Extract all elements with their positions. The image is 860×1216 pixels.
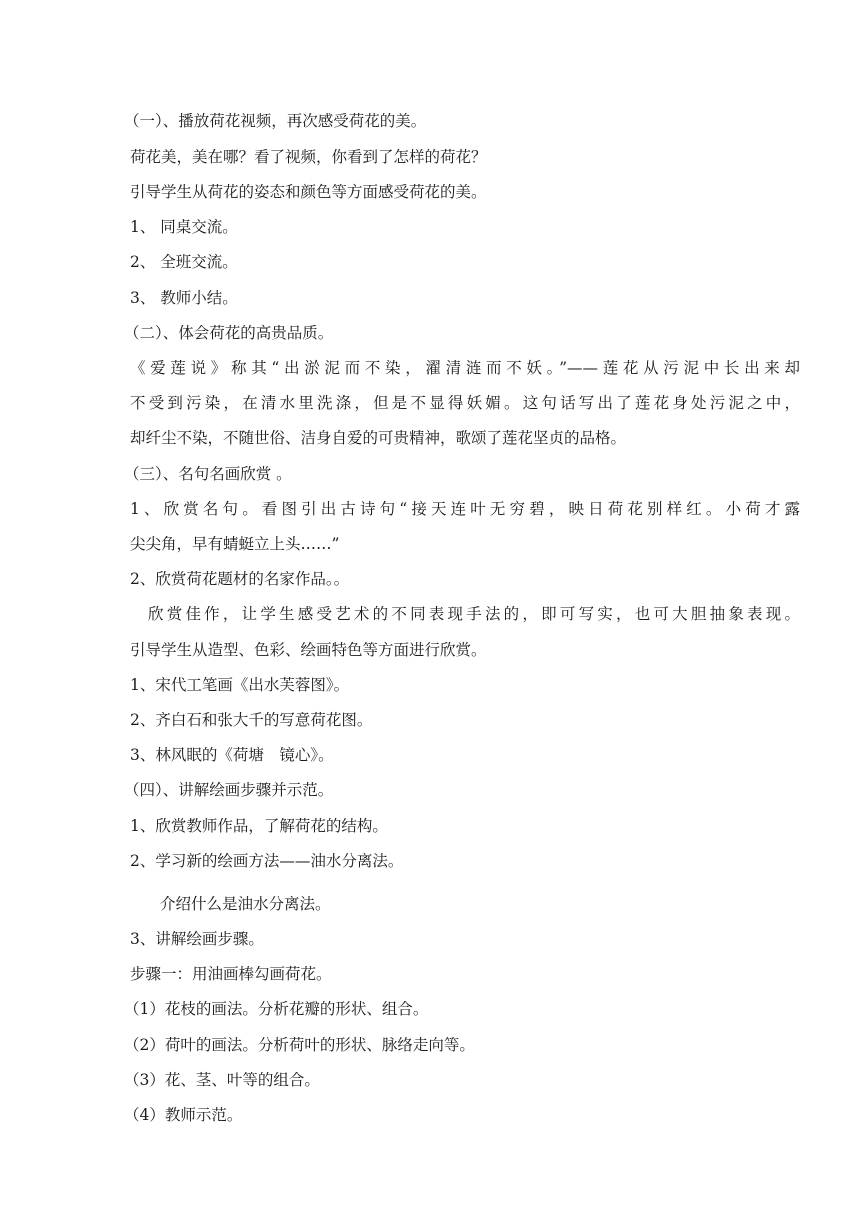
paragraph-line: 引导学生从荷花的姿态和颜色等方面感受荷花的美。 bbox=[130, 183, 487, 201]
paragraph-line: 欣赏佳作，让学生感受艺术的不同表现手法的，即可写实，也可大胆抽象表现。 bbox=[148, 605, 800, 623]
list-item: 3、讲解绘画步骤。 bbox=[130, 930, 264, 948]
list-item: 1、 同桌交流。 bbox=[130, 218, 238, 236]
paragraph-line: 引导学生从造型、色彩、绘画特色等方面进行欣赏。 bbox=[130, 641, 487, 659]
list-item: 2、学习新的绘画方法——油水分离法。 bbox=[130, 852, 404, 870]
list-item: （3）花、茎、叶等的组合。 bbox=[124, 1071, 320, 1089]
list-item: （2）荷叶的画法。分析荷叶的形状、脉络走向等。 bbox=[124, 1036, 475, 1054]
list-item: 2、欣赏荷花题材的名家作品。。 bbox=[130, 570, 350, 588]
list-item: （1）花枝的画法。分析花瓣的形状、组合。 bbox=[124, 1000, 429, 1018]
list-item: 3、 教师小结。 bbox=[130, 289, 238, 307]
list-item: 3、林风眠的《荷塘 镜心》。 bbox=[130, 746, 334, 764]
list-item: 2、齐白石和张大千的写意荷花图。 bbox=[130, 711, 373, 729]
section-heading-1: （一）、播放荷花视频，再次感受荷花的美。 bbox=[124, 112, 427, 130]
paragraph-line: 1、欣赏名句。看图引出古诗句“接天连叶无穷碧，映日荷花别样红。小荷才露 bbox=[130, 500, 800, 518]
section-heading-4: （四）、讲解绘画步骤并示范。 bbox=[124, 781, 334, 799]
paragraph-line: 介绍什么是油水分离法。 bbox=[160, 895, 331, 913]
paragraph-line: 却纤尘不染，不随世俗、洁身自爱的可贵精神，歌颂了莲花坚贞的品格。 bbox=[130, 429, 627, 447]
list-item: 1、宋代工笔画《出水芙蓉图》。 bbox=[130, 676, 350, 694]
section-heading-3: （三）、名句名画欣赏 。 bbox=[124, 465, 292, 483]
section-heading-2: （二）、体会荷花的高贵品质。 bbox=[124, 324, 334, 342]
paragraph-line: 步骤一：用油画棒勾画荷花。 bbox=[130, 965, 332, 983]
list-item: 1、欣赏教师作品，了解荷花的结构。 bbox=[130, 817, 388, 835]
paragraph-line: 尖尖角，早有蜻蜓立上头……” bbox=[130, 535, 340, 553]
paragraph-line: 不受到污染，在清水里洗涤，但是不显得妖媚。这句话写出了莲花身处污泥之中， bbox=[130, 394, 800, 412]
list-item: 2、 全班交流。 bbox=[130, 253, 238, 271]
paragraph-line: 《爱莲说》称其“出淤泥而不染，濯清涟而不妖。”——莲花从污泥中长出来却 bbox=[130, 359, 800, 377]
list-item: （4）教师示范。 bbox=[124, 1106, 243, 1124]
paragraph-line: 荷花美，美在哪？看了视频，你看到了怎样的荷花？ bbox=[130, 148, 487, 166]
